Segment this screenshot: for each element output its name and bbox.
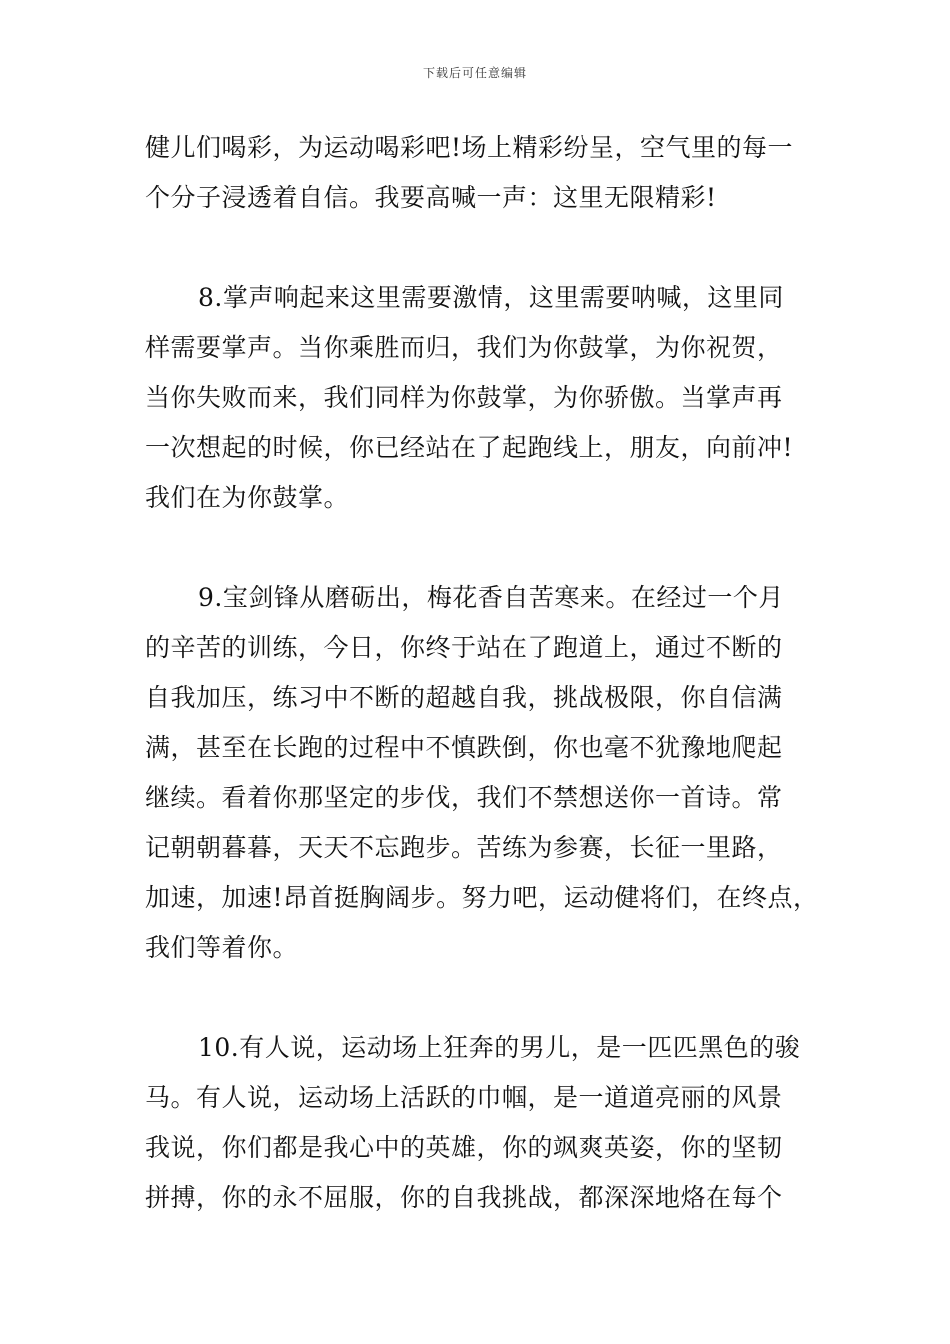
paragraph-8-line-1: 8.掌声响起来这里需要激情，这里需要呐喊，这里同: [198, 283, 784, 312]
paragraph-8-line-3: 当你失败而来，我们同样为你鼓掌，为你骄傲。当掌声再: [145, 383, 783, 412]
paragraph-9-line-3: 自我加压，练习中不断的超越自我，挑战极限，你自信满: [145, 683, 783, 712]
paragraph-9-line-8: 我们等着你。: [145, 933, 299, 962]
paragraph-9-line-4: 满，甚至在长跑的过程中不慎跌倒，你也毫不犹豫地爬起: [145, 733, 783, 762]
paragraph-10-line-3: 我说，你们都是我心中的英雄，你的飒爽英姿，你的坚韧: [145, 1133, 783, 1162]
page-header: 下载后可任意编辑: [422, 66, 527, 80]
paragraph-1-line-1: 健儿们喝彩，为运动喝彩吧!场上精彩纷呈，空气里的每一: [145, 133, 794, 162]
paragraph-9-line-5: 继续。看着你那坚定的步伐，我们不禁想送你一首诗。常: [145, 783, 783, 812]
paragraph-8-line-5: 我们在为你鼓掌。: [145, 483, 350, 512]
paragraph-10-line-2: 马。有人说，运动场上活跃的巾帼，是一道道亮丽的风景: [145, 1083, 783, 1112]
paragraph-9-line-6: 记朝朝暮暮，天天不忘跑步。苦练为参赛，长征一里路，: [145, 833, 783, 862]
paragraph-8-line-2: 样需要掌声。当你乘胜而归，我们为你鼓掌，为你祝贺，: [145, 333, 783, 362]
paragraph-9-line-2: 的辛苦的训练，今日，你终于站在了跑道上，通过不断的: [145, 633, 783, 662]
paragraph-8-line-4: 一次想起的时候，你已经站在了起跑线上，朋友，向前冲!: [145, 433, 794, 462]
paragraph-9-line-1: 9.宝剑锋从磨砺出，梅花香自苦寒来。在经过一个月: [198, 583, 784, 612]
paragraph-10-line-1: 10.有人说，运动场上狂奔的男儿，是一匹匹黑色的骏: [198, 1033, 801, 1062]
paragraph-1-line-2: 个分子浸透着自信。我要高喊一声：这里无限精彩!: [145, 183, 717, 212]
paragraph-9-line-7: 加速，加速!昂首挺胸阔步。努力吧，运动健将们，在终点，: [145, 883, 819, 912]
paragraph-10-line-4: 拼搏，你的永不屈服，你的自我挑战，都深深地烙在每个: [145, 1183, 783, 1212]
